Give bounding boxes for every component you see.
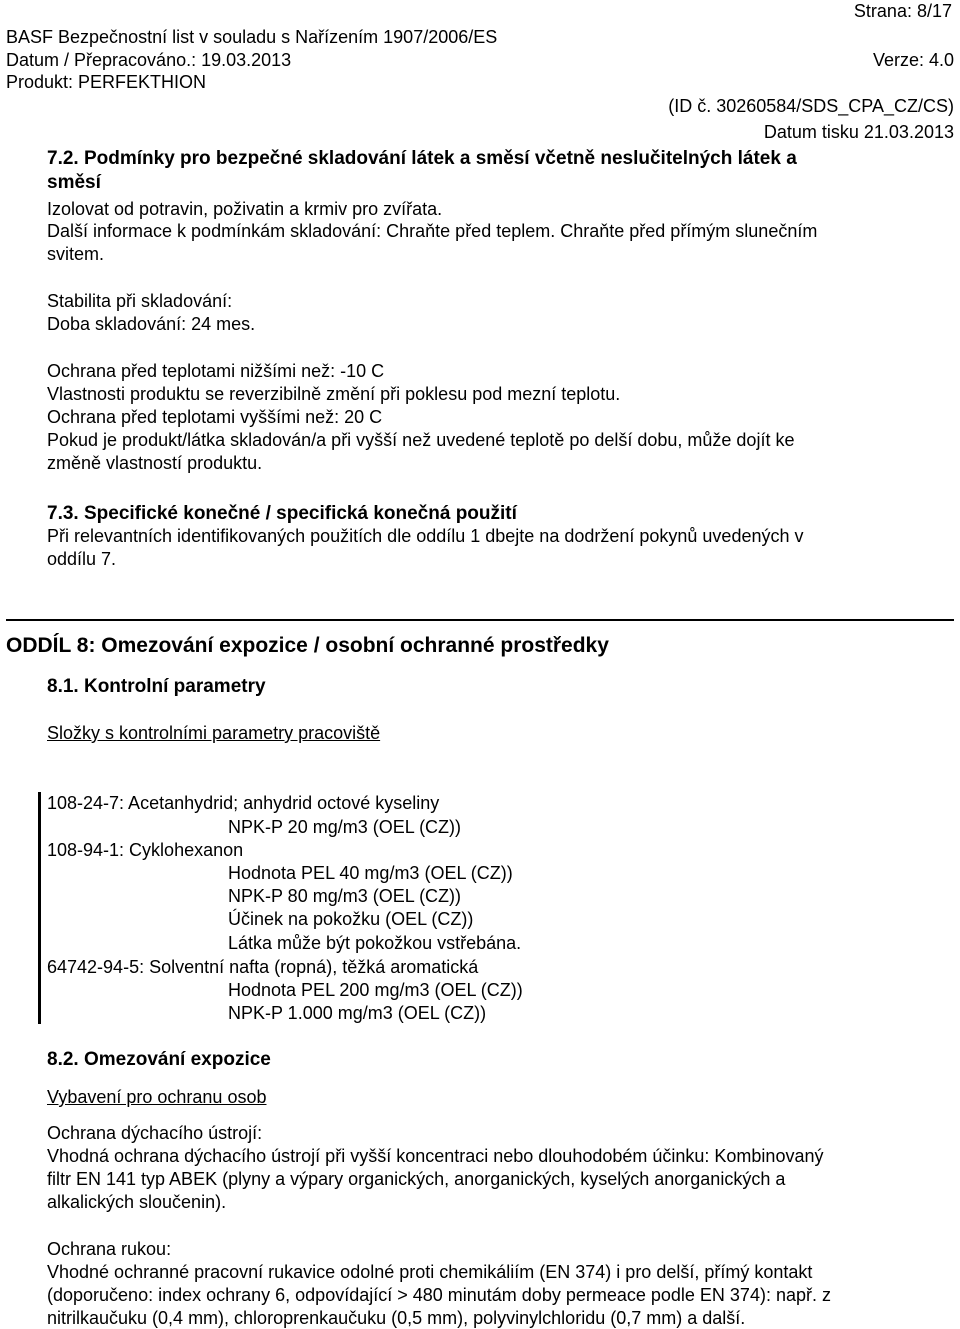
hand-protection-text-1: Vhodné ochranné pracovní rukavice odolné proti chemikáliím (EN 374) i pro delší, přímý kontakt bbox=[47, 1262, 813, 1282]
storage-text-3: svitem. bbox=[47, 244, 105, 264]
ppe-title: Vybavení pro ochranu osob bbox=[47, 1087, 267, 1107]
section-8-1-heading: 8.1. Kontrolní parametry bbox=[47, 676, 266, 697]
storage-text-1: Izolovat od potravin, poživatin a krmiv pro zvířata. bbox=[47, 199, 443, 219]
high-temp-protection: Ochrana před teplotami vyššími než: 20 C bbox=[47, 407, 383, 427]
component-name: 108-94-1: Cyklohexanon bbox=[47, 840, 244, 860]
document-title: BASF Bezpečnostní list v souladu s Nařízením 1907/2006/ES bbox=[6, 27, 498, 47]
hand-protection-text-3: nitrilkaučuku (0,4 mm), chloroprenkaučuku (0,5 mm), polyvinylchloridu (0,7 mm) a další. bbox=[47, 1308, 746, 1328]
section-7-3-heading: 7.3. Specifické konečné / specifická konečná použití bbox=[47, 503, 517, 524]
component-value: NPK-P 1.000 mg/m3 (OEL (CZ)) bbox=[228, 1003, 487, 1023]
version: Verze: 4.0 bbox=[872, 50, 954, 70]
section-7-2-heading: 7.2. Podmínky pro bezpečné skladování látek a směsí včetně neslučitelných látek a bbox=[47, 148, 797, 169]
components-title: Složky s kontrolními parametry pracoviště bbox=[47, 723, 381, 743]
print-date: Datum tisku 21.03.2013 bbox=[763, 122, 954, 142]
components-left-bar bbox=[38, 792, 41, 1024]
component-value: Účinek na pokožku (OEL (CZ)) bbox=[228, 909, 474, 929]
hand-protection-text-2: (doporučeno: index ochrany 6, odpovídající > 480 minutám doby permeace podle EN 374): např. z bbox=[47, 1285, 831, 1305]
component-value: Hodnota PEL 200 mg/m3 (OEL (CZ)) bbox=[228, 980, 523, 1000]
component-name: 64742-94-5: Solventní nafta (ropná), těžká aromatická bbox=[47, 957, 479, 977]
section-7-3-text-1: Při relevantních identifikovaných použitích dle oddílu 1 dbejte na dodržení pokynů uvedených v bbox=[47, 526, 804, 546]
respiratory-text-2: filtr EN 141 typ ABEK (plyny a výpary organických, anorganických, kyselých anorganických a bbox=[47, 1169, 786, 1189]
high-temp-note-2: změně vlastností produktu. bbox=[47, 453, 263, 473]
product-name: Produkt: PERFEKTHION bbox=[6, 72, 207, 92]
stability-label: Stabilita při skladování: bbox=[47, 291, 233, 311]
component-value: Látka může být pokožkou vstřebána. bbox=[228, 933, 522, 953]
low-temp-note: Vlastnosti produktu se reverzibilně změní při poklesu pod mezní teplotu. bbox=[47, 384, 621, 404]
section-divider bbox=[6, 619, 954, 621]
document-id: (ID č. 30260584/SDS_CPA_CZ/CS) bbox=[668, 96, 954, 116]
hand-protection-title: Ochrana rukou: bbox=[47, 1239, 172, 1259]
respiratory-text-1: Vhodná ochrana dýchacího ústrojí při vyšší koncentraci nebo dlouhodobém účinku: Kombinovaný bbox=[47, 1146, 824, 1166]
component-value: NPK-P 20 mg/m3 (OEL (CZ)) bbox=[228, 817, 462, 837]
component-value: Hodnota PEL 40 mg/m3 (OEL (CZ)) bbox=[228, 863, 513, 883]
page-number: Strana: 8/17 bbox=[853, 1, 952, 21]
section-8-2-heading: 8.2. Omezování expozice bbox=[47, 1049, 271, 1070]
section-8-title: ODDÍL 8: Omezování expozice / osobní ochranné prostředky bbox=[6, 634, 609, 657]
component-value: NPK-P 80 mg/m3 (OEL (CZ)) bbox=[228, 886, 462, 906]
section-7-3-text-2: oddílu 7. bbox=[47, 549, 117, 569]
revision-date: Datum / Přepracováno.: 19.03.2013 bbox=[6, 50, 292, 70]
storage-duration: Doba skladování: 24 mes. bbox=[47, 314, 256, 334]
storage-text-2: Další informace k podmínkám skladování: Chraňte před teplem. Chraňte před přímým slunečním bbox=[47, 221, 818, 241]
section-7-2-heading-cont: směsí bbox=[47, 172, 101, 193]
respiratory-text-3: alkalických sloučenin). bbox=[47, 1192, 227, 1212]
respiratory-title: Ochrana dýchacího ústrojí: bbox=[47, 1123, 263, 1143]
low-temp-protection: Ochrana před teplotami nižšími než: -10 C bbox=[47, 361, 385, 381]
component-name: 108-24-7: Acetanhydrid; anhydrid octové kyseliny bbox=[47, 793, 440, 813]
high-temp-note-1: Pokud je produkt/látka skladován/a při vyšší než uvedené teplotě po delší dobu, může dojít ke bbox=[47, 430, 795, 450]
